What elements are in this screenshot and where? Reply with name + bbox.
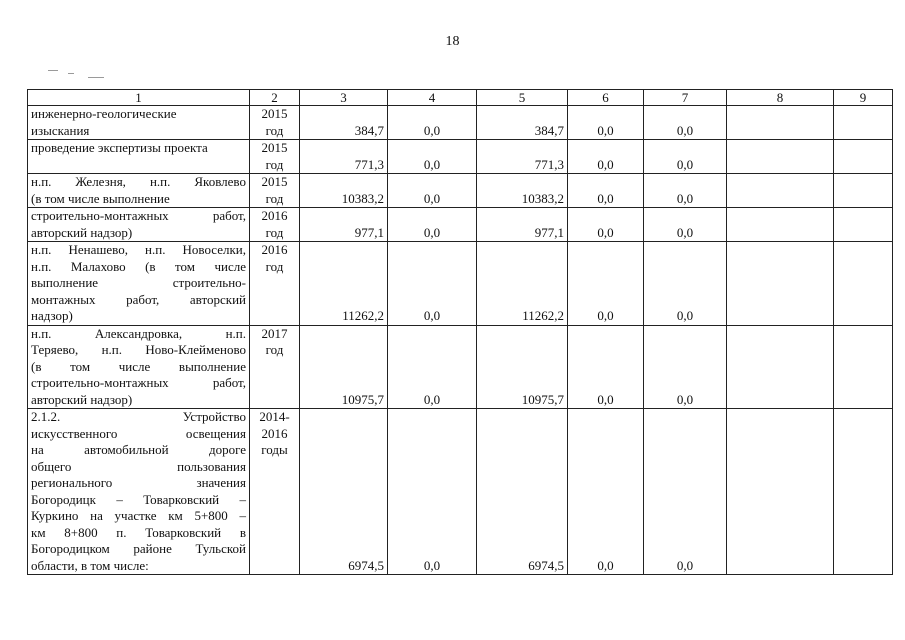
- empty-cell-9: [834, 106, 893, 140]
- row-period: [250, 242, 300, 326]
- header-row: [28, 90, 893, 106]
- amount-cell-c5: 10975,7: [477, 325, 568, 409]
- row-period: [250, 140, 300, 174]
- amount-cell-c6: 0,0: [568, 208, 644, 242]
- description-line: на автомобильной дороге: [31, 442, 246, 457]
- amount-cell-c6: 0,0: [568, 174, 644, 208]
- description-line: км 8+800 п. Товарковский в: [31, 524, 246, 540]
- empty-cell-8: [727, 409, 834, 575]
- description-line: н.п. Железня, н.п. Яковлево: [31, 174, 246, 189]
- amount-cell-c7: 0,0: [644, 242, 727, 326]
- table-row: [28, 325, 893, 409]
- table-row: [28, 140, 893, 174]
- period-line: 2016: [261, 425, 288, 441]
- amount-cell-c4: 0,0: [388, 106, 477, 140]
- column-header: 8: [727, 90, 834, 106]
- amount-cell-c6: 0,0: [568, 409, 644, 575]
- amount-cell-c5: 6974,5: [477, 409, 568, 575]
- period-line: год: [265, 190, 284, 206]
- empty-cell-9: [834, 325, 893, 409]
- description-line: (в том числе выполнение: [31, 190, 170, 206]
- budget-table: [27, 89, 893, 575]
- empty-cell-9: [834, 208, 893, 242]
- description-line: выполнение строительно-: [31, 275, 246, 290]
- description-line: Куркино на участке км 5+800 –: [31, 508, 246, 523]
- column-header: 6: [568, 90, 644, 106]
- amount-cell-c4: 0,0: [388, 325, 477, 409]
- empty-cell-8: [727, 140, 834, 174]
- amount-cell-c7: 0,0: [644, 174, 727, 208]
- description-line: инженерно-геологические: [31, 106, 177, 121]
- period-line: год: [265, 224, 284, 240]
- description-line: н.п. Ненашево, н.п. Новоселки,: [31, 242, 246, 257]
- amount-cell-c4: 0,0: [388, 242, 477, 326]
- description-line: Богородицком районе Тульской: [31, 541, 246, 556]
- description-line: строительно-монтажных работ,: [31, 375, 246, 390]
- row-description: [28, 242, 250, 326]
- description-line: надзор): [31, 308, 73, 323]
- column-header: 7: [644, 90, 727, 106]
- column-header: 9: [834, 90, 893, 106]
- table-row: [28, 208, 893, 242]
- row-description: [28, 325, 250, 409]
- amount-cell-c5: 10383,2: [477, 174, 568, 208]
- row-period: [250, 174, 300, 208]
- scan-artifact: [48, 70, 58, 71]
- description-line: н.п. Александровка, н.п.: [31, 325, 246, 341]
- empty-cell-8: [727, 174, 834, 208]
- amount-cell-c6: 0,0: [568, 106, 644, 140]
- period-line: 2017: [261, 325, 288, 341]
- amount-cell-c6: 0,0: [568, 325, 644, 409]
- period-line: год: [265, 342, 284, 357]
- amount-cell-c7: 0,0: [644, 106, 727, 140]
- table-row: [28, 409, 893, 575]
- amount-cell-c3: 10975,7: [300, 325, 388, 409]
- description-line: (в том числе выполнение: [31, 358, 246, 374]
- description-line: проведение экспертизы проекта: [31, 140, 208, 155]
- row-period: [250, 208, 300, 242]
- description-line: области, в том числе:: [31, 557, 149, 573]
- amount-cell-c5: 11262,2: [477, 242, 568, 326]
- amount-cell-c3: 771,3: [300, 140, 388, 174]
- column-header: 5: [477, 90, 568, 106]
- amount-cell-c5: 977,1: [477, 208, 568, 242]
- period-line: 2015: [261, 140, 288, 155]
- amount-cell-c3: 977,1: [300, 208, 388, 242]
- description-line: Богородицк – Товарковский –: [31, 491, 246, 507]
- table-row: [28, 174, 893, 208]
- empty-cell-8: [727, 242, 834, 326]
- period-line: 2015: [261, 174, 288, 189]
- description-line: общего пользования: [31, 458, 246, 474]
- description-line: строительно-монтажных работ,: [31, 208, 246, 223]
- row-description: [28, 140, 250, 174]
- description-line: Теряево, н.п. Ново-Клейменово: [31, 342, 246, 357]
- empty-cell-9: [834, 242, 893, 326]
- row-period: [250, 106, 300, 140]
- description-line: н.п. Малахово (в том числе: [31, 258, 246, 274]
- period-line: 2016: [261, 242, 288, 257]
- description-line: искусственного освещения: [31, 425, 246, 441]
- period-line: год: [265, 258, 284, 274]
- description-line: регионального значения: [31, 475, 246, 490]
- column-header: 3: [300, 90, 388, 106]
- description-line: монтажных работ, авторский: [31, 291, 246, 307]
- amount-cell-c5: 771,3: [477, 140, 568, 174]
- scan-artifact: [88, 77, 104, 78]
- column-header: 2: [250, 90, 300, 106]
- table-row: [28, 106, 893, 140]
- period-line: 2014-: [259, 409, 290, 424]
- amount-cell-c7: 0,0: [644, 208, 727, 242]
- row-period: [250, 409, 300, 575]
- column-header: 4: [388, 90, 477, 106]
- empty-cell-9: [834, 174, 893, 208]
- amount-cell-c7: 0,0: [644, 409, 727, 575]
- row-description: [28, 208, 250, 242]
- description-line: изыскания: [31, 122, 90, 138]
- period-line: год: [265, 156, 284, 172]
- description-line: 2.1.2. Устройство: [31, 409, 246, 424]
- amount-cell-c3: 10383,2: [300, 174, 388, 208]
- amount-cell-c4: 0,0: [388, 409, 477, 575]
- scan-artifact: [68, 73, 74, 74]
- empty-cell-9: [834, 140, 893, 174]
- amount-cell-c3: 11262,2: [300, 242, 388, 326]
- row-description: [28, 174, 250, 208]
- column-header: 1: [28, 90, 250, 106]
- period-line: годы: [261, 442, 288, 457]
- row-period: [250, 325, 300, 409]
- description-line: авторский надзор): [31, 391, 133, 407]
- row-description: [28, 106, 250, 140]
- empty-cell-8: [727, 106, 834, 140]
- empty-cell-9: [834, 409, 893, 575]
- amount-cell-c3: 384,7: [300, 106, 388, 140]
- description-line: авторский надзор): [31, 224, 133, 240]
- page-number: 18: [445, 34, 460, 49]
- amount-cell-c7: 0,0: [644, 140, 727, 174]
- amount-cell-c4: 0,0: [388, 208, 477, 242]
- empty-cell-8: [727, 325, 834, 409]
- amount-cell-c7: 0,0: [644, 325, 727, 409]
- amount-cell-c4: 0,0: [388, 140, 477, 174]
- amount-cell-c3: 6974,5: [300, 409, 388, 575]
- table-row: [28, 242, 893, 326]
- period-line: 2016: [261, 208, 288, 223]
- amount-cell-c6: 0,0: [568, 140, 644, 174]
- row-description: [28, 409, 250, 575]
- period-line: год: [265, 122, 284, 138]
- amount-cell-c5: 384,7: [477, 106, 568, 140]
- amount-cell-c6: 0,0: [568, 242, 644, 326]
- empty-cell-8: [727, 208, 834, 242]
- amount-cell-c4: 0,0: [388, 174, 477, 208]
- period-line: 2015: [261, 106, 288, 121]
